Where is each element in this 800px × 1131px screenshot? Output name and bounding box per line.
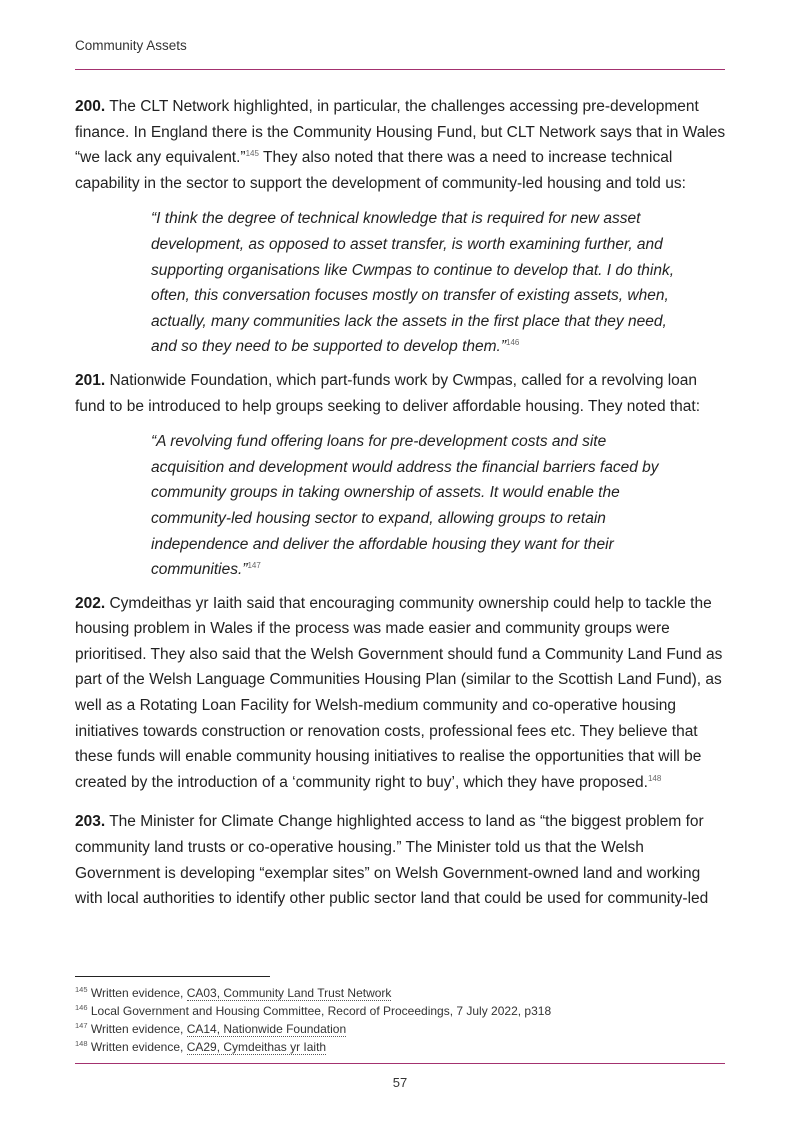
footer-divider xyxy=(75,1063,725,1064)
running-header: Community Assets xyxy=(75,38,187,53)
footnote-link[interactable]: CA03, Community Land Trust Network xyxy=(186,986,392,1000)
paragraph-202 xyxy=(75,591,727,796)
footnote-link[interactable]: CA29, Cymdeithas yr Iaith xyxy=(186,1040,327,1054)
footnote-147 xyxy=(75,1020,725,1038)
quote-text: “A revolving fund offering loans for pre-development costs and site acquisition and development would address the financial barriers faced by community groups in taking ownership of assets. It would enable the community-led housing sector to expand, allowing groups to retain independence and deliver the affordable housing they want for their communities.” xyxy=(151,433,659,579)
paragraph-text: They also noted that there was a need to increase technical capability in the sector to support the development of community-led housing and told us: xyxy=(75,149,686,192)
document-body xyxy=(75,94,727,922)
footnote-ref-147[interactable]: 147 xyxy=(247,560,261,570)
paragraph-number: 203. xyxy=(75,813,106,831)
paragraph-text: Nationwide Foundation, which part-funds work by Cwmpas, called for a revolving loan fund to be introduced to help groups seeking to deliver affordable housing. They noted that: xyxy=(75,371,701,415)
footnotes xyxy=(75,984,725,1056)
paragraph-text: The CLT Network highlighted, in particular, the challenges accessing pre-development finance. In England there is the Community Housing Fund, but CLT Network says that in Wales “we lack any equivalent.” xyxy=(75,98,726,167)
footnote-prefix: Written evidence, xyxy=(90,1022,187,1036)
footnote-146 xyxy=(75,1002,725,1020)
paragraph-200 xyxy=(75,94,727,196)
footnote-148 xyxy=(75,1038,725,1056)
footnote-number: 147 xyxy=(75,1021,88,1030)
footnote-divider xyxy=(75,976,270,977)
header-divider xyxy=(75,69,725,70)
footnote-prefix: Written evidence, xyxy=(90,1040,187,1054)
paragraph-text: The Minister for Climate Change highlighted access to land as “the biggest problem for community land trusts or co-operative housing.” The Minister told us that the Welsh Government is developing “exemplar sites” on Welsh Government-owned land and working with local authorities to identify other public sector land that could be used for community-led xyxy=(75,813,709,908)
paragraph-201 xyxy=(75,368,727,419)
footnote-145 xyxy=(75,984,725,1002)
footnote-ref-146[interactable]: 146 xyxy=(506,338,520,348)
quote-block xyxy=(151,206,676,360)
paragraph-number: 202. xyxy=(75,594,106,612)
page-number: 57 xyxy=(392,1075,408,1090)
footnote-ref-145[interactable]: 145 xyxy=(245,149,259,159)
footnote-link[interactable]: CA14, Nationwide Foundation xyxy=(186,1022,347,1036)
paragraph-text: Cymdeithas yr Iaith said that encouraging community ownership could help to tackle the housing problem in Wales if the process was made easier and community groups were prioritised. They also said that the Welsh Government should fund a Community Land Fund as part of the Welsh Language Communities Housing Plan (similar to the Scottish Land Fund), as well as a Rotating Loan Facility for Welsh-medium community and co-operative housing initiatives towards construction or renovation costs, professional fees etc. They believe that these funds will enable community housing initiatives to realise the opportunities that will be created by the introduction of a ‘community right to buy’, which they have proposed. xyxy=(75,594,723,791)
paragraph-number: 200. xyxy=(75,98,106,115)
footnote-ref-148[interactable]: 148 xyxy=(647,773,662,783)
paragraph-203 xyxy=(75,809,727,911)
quote-text: “I think the degree of technical knowledge that is required for new asset development, as opposed to asset transfer, is worth examining further, and supporting organisations like Cwmpas to continue to develop that. I do think, often, this conversation focuses mostly on transfer of existing assets, when, actually, many communities lack the assets in the first place that they need, and so they need to be supported to develop them.” xyxy=(151,210,675,356)
footnote-prefix: Written evidence, xyxy=(90,986,187,1000)
quote-block xyxy=(151,429,676,583)
footnote-number: 145 xyxy=(75,985,88,994)
footnote-text: Local Government and Housing Committee, Record of Proceedings, 7 July 2022, p318 xyxy=(90,1004,552,1018)
paragraph-number: 201. xyxy=(75,371,106,389)
footnote-number: 148 xyxy=(75,1039,88,1048)
footnote-number: 146 xyxy=(75,1003,88,1012)
